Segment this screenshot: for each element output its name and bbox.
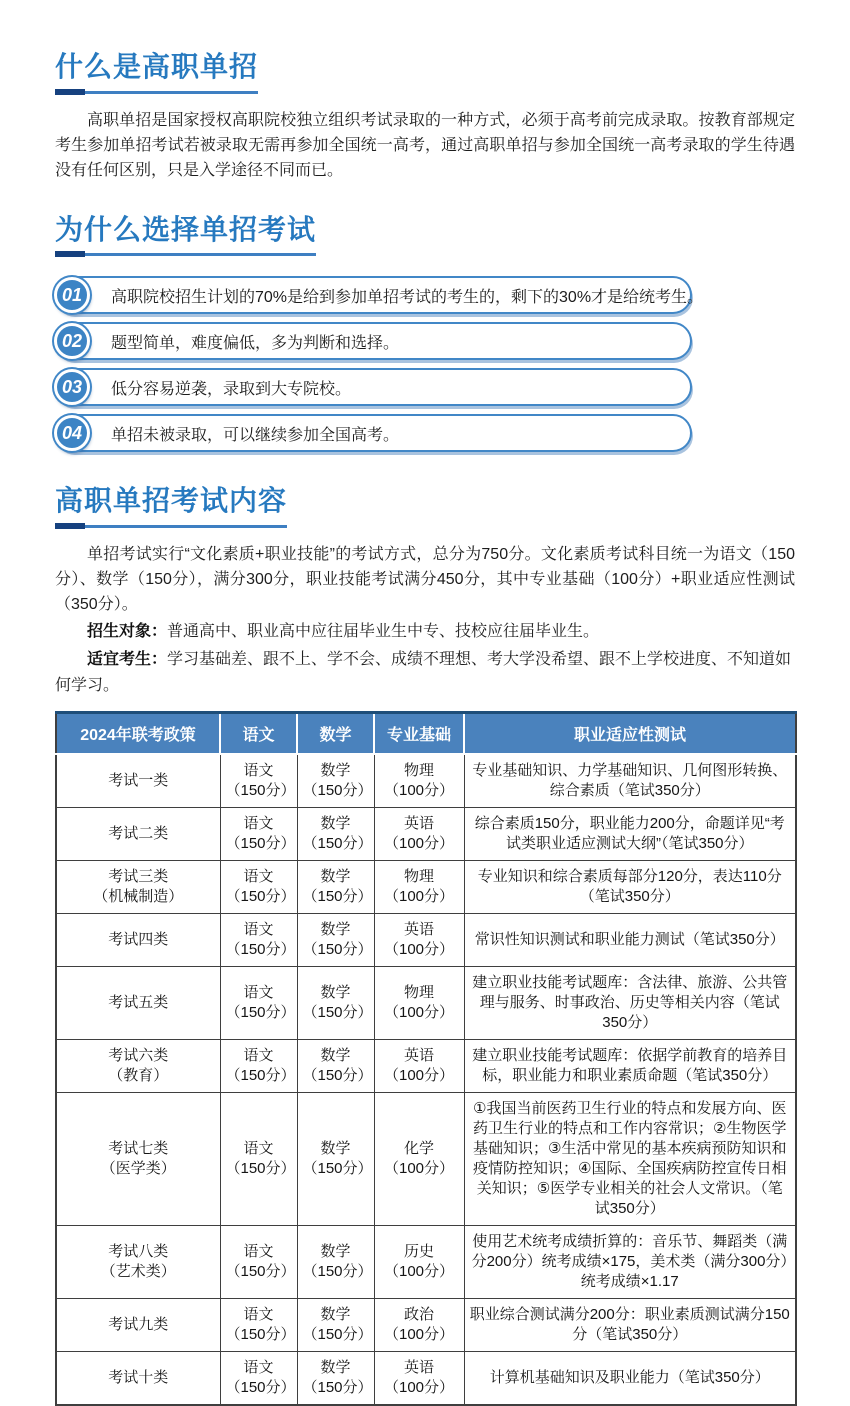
cell-line: （150分）: [302, 1159, 373, 1177]
table-row: [56, 1298, 796, 1351]
section-heading: [55, 50, 258, 94]
reason-text: 单招未被录取，可以继续参加全国高考。: [111, 426, 400, 444]
cell-line: （150分）: [225, 887, 296, 905]
cell-line: （150分）: [225, 1003, 296, 1021]
math-cell: [297, 860, 374, 913]
title-underline: [55, 253, 316, 256]
cell-line: （150分）: [302, 781, 373, 799]
cell-line: 历史: [403, 1242, 434, 1260]
reason-list: [55, 276, 795, 452]
exam-policy-table: [55, 711, 797, 1406]
math-cell: [297, 1298, 374, 1351]
math-cell: [297, 1092, 374, 1225]
cell-line: （100分）: [383, 1159, 455, 1177]
category-cell: [56, 1092, 220, 1225]
aptitude-cell: [464, 754, 796, 808]
cell-line: （100分）: [383, 834, 455, 852]
cell-line: （100分）: [383, 1003, 455, 1021]
header-math: 数学: [297, 712, 374, 754]
cell-line: （150分）: [302, 834, 373, 852]
cell-line: ①我国当前医药卫生行业的特点和发展方向、医药卫生行业的特点和工作内容常识；②生物医学基础知识；③生活中常见的基本疾病预防知识和疫情防控知识；④国际、全国疾病防控宣传日相关知识；⑤医学专业相关的社会人文常识。（笔试350分）: [473, 1099, 787, 1217]
cell-line: （100分）: [383, 1262, 455, 1280]
aptitude-cell: [464, 1298, 796, 1351]
reason-item-2: [55, 322, 692, 360]
chinese-cell: [220, 913, 297, 966]
section-what-is: [55, 50, 795, 183]
chinese-cell: [220, 860, 297, 913]
enroll-target-line: [55, 619, 795, 645]
reason-text: 低分容易逆袭，录取到大专院校。: [111, 380, 352, 398]
cell-line: 语文: [243, 1358, 274, 1376]
cell-line: （150分）: [225, 1325, 296, 1343]
cell-line: 专业基础知识、力学基础知识、几何图形转换、综合素质（笔试350分）: [472, 761, 788, 799]
cell-line: （150分）: [225, 1262, 296, 1280]
basis-cell: [374, 1092, 464, 1225]
cell-line: 英语: [403, 920, 434, 938]
cell-line: 英语: [403, 814, 434, 832]
suitable-students-label: 适宜考生：: [87, 650, 168, 668]
table-row: [56, 1225, 796, 1298]
cell-line: 语文: [243, 1046, 274, 1064]
aptitude-cell: [464, 1225, 796, 1298]
reason-number-badge: 03: [54, 369, 90, 405]
header-aptitude-test: 职业适应性测试: [464, 712, 796, 754]
cell-line: 数学: [320, 983, 351, 1001]
cell-line: 计算机基础知识及职业能力（笔试350分）: [489, 1368, 770, 1386]
cell-line: （150分）: [302, 1325, 373, 1343]
enroll-target-text: 普通高中、职业高中应往届毕业生中专、技校应往届毕业生。: [167, 622, 600, 640]
cell-line: （150分）: [225, 940, 296, 958]
table-row: [56, 807, 796, 860]
chinese-cell: [220, 1039, 297, 1092]
cell-line: 语文: [243, 920, 274, 938]
cell-line: 考试九类: [108, 1315, 169, 1333]
basis-cell: [374, 1225, 464, 1298]
aptitude-cell: [464, 966, 796, 1039]
chinese-cell: [220, 966, 297, 1039]
cell-line: （150分）: [225, 781, 296, 799]
cell-line: 考试四类: [108, 930, 169, 948]
table-row: [56, 860, 796, 913]
section-title-exam-content: 高职单招考试内容: [55, 485, 288, 517]
category-cell: [56, 1298, 220, 1351]
math-cell: [297, 966, 374, 1039]
cell-line: 英语: [403, 1046, 434, 1064]
table-row: [56, 1039, 796, 1092]
exam-content-paragraph: 单招考试实行“文化素质+职业技能”的考试方式，总分为750分。文化素质考试科目统一为语文（150分）、数学（150分），满分300分，职业技能考试满分450分，其中专业基础（100分）+职业适应性测试（350分）。: [55, 545, 795, 613]
math-cell: [297, 807, 374, 860]
category-cell: [56, 1351, 220, 1405]
chinese-cell: [220, 1298, 297, 1351]
section-heading: [55, 213, 316, 257]
aptitude-cell: [464, 860, 796, 913]
chinese-cell: [220, 807, 297, 860]
section-title-why-choose: 为什么选择单招考试: [55, 213, 317, 245]
cell-line: 职业综合测试满分200分：职业素质测试满分150分（笔试350分）: [469, 1305, 790, 1343]
cell-line: （100分）: [383, 940, 455, 958]
basis-cell: [374, 754, 464, 808]
math-cell: [297, 1225, 374, 1298]
cell-line: 语文: [243, 761, 274, 779]
category-cell: [56, 754, 220, 808]
cell-line: （100分）: [383, 1378, 455, 1396]
basis-cell: [374, 1039, 464, 1092]
cell-line: 考试一类: [108, 771, 169, 789]
category-cell: [56, 966, 220, 1039]
cell-line: 英语: [403, 1358, 434, 1376]
cell-line: 考试七类: [108, 1139, 169, 1157]
aptitude-cell: [464, 1092, 796, 1225]
cell-line: 化学: [403, 1139, 434, 1157]
header-professional-basis: 专业基础: [374, 712, 464, 754]
cell-line: 数学: [320, 1242, 351, 1260]
chinese-cell: [220, 754, 297, 808]
chinese-cell: [220, 1225, 297, 1298]
cell-line: （医学类）: [100, 1159, 176, 1177]
cell-line: （150分）: [225, 1066, 296, 1084]
cell-line: 数学: [320, 1305, 351, 1323]
cell-line: 物理: [403, 761, 434, 779]
math-cell: [297, 1351, 374, 1405]
cell-line: 数学: [320, 814, 351, 832]
table-row: [56, 1092, 796, 1225]
basis-cell: [374, 1298, 464, 1351]
cell-line: 语文: [243, 867, 274, 885]
basis-cell: [374, 913, 464, 966]
cell-line: 综合素质150分，职业能力200分，命题详见“考试类职业适应测试大纲”（笔试350分）: [474, 814, 785, 852]
basis-cell: [374, 807, 464, 860]
cell-line: （150分）: [225, 1378, 296, 1396]
cell-line: 考试五类: [108, 993, 169, 1011]
category-cell: [56, 807, 220, 860]
category-cell: [56, 913, 220, 966]
reason-number-badge: 04: [54, 415, 90, 451]
cell-line: 专业知识和综合素质每部分120分，表达110分（笔试350分）: [477, 867, 782, 905]
cell-line: 建立职业技能考试题库：依据学前教育的培养目标，职业能力和职业素质命题（笔试350分）: [472, 1046, 788, 1084]
cell-line: 考试二类: [108, 824, 169, 842]
exam-table-body: [56, 754, 796, 1405]
exam-table-head: [56, 712, 796, 754]
cell-line: 语文: [243, 1305, 274, 1323]
section-heading: [55, 484, 287, 528]
category-cell: [56, 1039, 220, 1092]
cell-line: （100分）: [383, 1066, 455, 1084]
reason-item-4: [55, 414, 692, 452]
table-row: [56, 754, 796, 808]
cell-line: 政治: [403, 1305, 434, 1323]
cell-line: 常识性知识测试和职业能力测试（笔试350分）: [474, 930, 785, 948]
cell-line: 数学: [320, 1358, 351, 1376]
cell-line: 语文: [243, 983, 274, 1001]
basis-cell: [374, 966, 464, 1039]
cell-line: （150分）: [302, 1262, 373, 1280]
chinese-cell: [220, 1351, 297, 1405]
table-row: [56, 913, 796, 966]
cell-line: 考试三类: [108, 867, 169, 885]
cell-line: （150分）: [302, 1378, 373, 1396]
cell-line: 物理: [403, 983, 434, 1001]
reason-item-1: [55, 276, 704, 314]
cell-line: （机械制造）: [93, 887, 184, 905]
cell-line: 数学: [320, 761, 351, 779]
suitable-students-text: 学习基础差、跟不上、学不会、成绩不理想、考大学没希望、跟不上学校进度、不知道如何学习。: [55, 650, 792, 694]
math-cell: [297, 754, 374, 808]
cell-line: 语文: [243, 1242, 274, 1260]
cell-line: 数学: [320, 1046, 351, 1064]
aptitude-cell: [464, 1039, 796, 1092]
chinese-cell: [220, 1092, 297, 1225]
cell-line: 考试六类: [108, 1046, 169, 1064]
category-cell: [56, 1225, 220, 1298]
enroll-target-label: 招生对象：: [87, 622, 168, 640]
cell-line: 考试十类: [108, 1368, 169, 1386]
reason-number-badge: 02: [54, 323, 90, 359]
cell-line: 考试八类: [108, 1242, 169, 1260]
cell-line: 语文: [243, 814, 274, 832]
reason-item-3: [55, 368, 692, 406]
cell-line: （教育）: [108, 1066, 169, 1084]
cell-line: 物理: [403, 867, 434, 885]
header-chinese: 语文: [220, 712, 297, 754]
table-row: [56, 1351, 796, 1405]
math-cell: [297, 1039, 374, 1092]
section-exam-content: [55, 484, 795, 1406]
basis-cell: [374, 860, 464, 913]
header-policy: 2024年联考政策: [56, 712, 220, 754]
reason-text: 高职院校招生计划的70%是给到参加单招考试的考生的，剩下的30%才是给统考生。: [111, 288, 704, 306]
category-cell: [56, 860, 220, 913]
cell-line: 数学: [320, 920, 351, 938]
cell-line: （150分）: [225, 834, 296, 852]
reason-text: 题型简单，难度偏低，多为判断和选择。: [111, 334, 400, 352]
math-cell: [297, 913, 374, 966]
reason-number-badge: 01: [54, 277, 90, 313]
cell-line: 数学: [320, 1139, 351, 1157]
cell-line: （150分）: [302, 1066, 373, 1084]
aptitude-cell: [464, 913, 796, 966]
title-underline: [55, 91, 258, 94]
cell-line: （150分）: [225, 1159, 296, 1177]
cell-line: （150分）: [302, 1003, 373, 1021]
section-title-what-is: 什么是高职单招: [55, 51, 259, 82]
cell-line: 语文: [243, 1139, 274, 1157]
basis-cell: [374, 1351, 464, 1405]
cell-line: 数学: [320, 867, 351, 885]
cell-line: 使用艺术统考成绩折算的：音乐节、舞蹈类（满分200分）统考成绩×175，美术类（满分300分）统考成绩×1.17: [471, 1232, 788, 1290]
suitable-students-line: [55, 647, 795, 699]
cell-line: （150分）: [302, 940, 373, 958]
cell-line: （150分）: [302, 887, 373, 905]
cell-line: （100分）: [383, 887, 455, 905]
what-is-paragraph: 高职单招是国家授权高职院校独立组织考试录取的一种方式，必须于高考前完成录取。按教育部规定考生参加单招考试若被录取无需再参加全国统一高考，通过高职单招与参加全国统一高考录取的学生待遇没有任何区别，只是入学途径不同而已。: [55, 111, 795, 179]
title-underline: [55, 525, 287, 528]
header-row: [56, 712, 796, 754]
aptitude-cell: [464, 807, 796, 860]
table-row: [56, 966, 796, 1039]
aptitude-cell: [464, 1351, 796, 1405]
section-why-choose: [55, 213, 795, 453]
cell-line: （100分）: [383, 781, 455, 799]
cell-line: 建立职业技能考试题库：含法律、旅游、公共管理与服务、时事政治、历史等相关内容（笔试350分）: [472, 973, 788, 1031]
cell-line: （艺术类）: [100, 1262, 176, 1280]
cell-line: （100分）: [383, 1325, 455, 1343]
